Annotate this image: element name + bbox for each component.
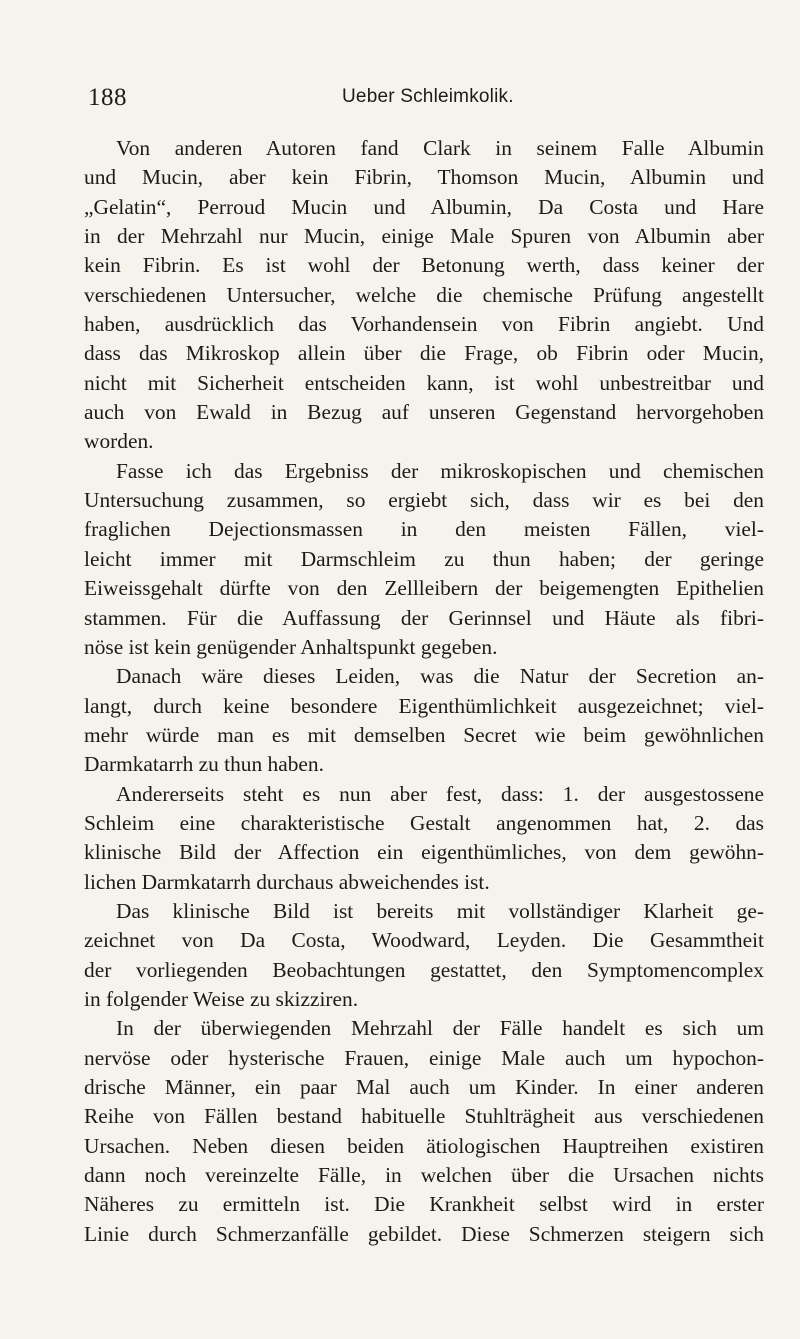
text-line: Reihe von Fällen bestand habituelle Stuhlträgheit aus verschiedenen (84, 1104, 764, 1129)
text-line: Linie durch Schmerzanfälle gebildet. Diese Schmerzen steigern sich (84, 1221, 764, 1246)
text-line: Danach wäre dieses Leiden, was die Natur der Secretion an- (116, 664, 764, 689)
text-line: „Gelatin“, Perroud Mucin und Albumin, Da Costa und Hare (84, 194, 764, 219)
text-line: langt, durch keine besondere Eigenthümlichkeit ausgezeichnet; viel- (84, 693, 764, 718)
text-line: Das klinische Bild ist bereits mit vollständiger Klarheit ge- (116, 898, 764, 923)
text-line: in folgender Weise zu skizziren. (84, 986, 359, 1011)
text-line: leicht immer mit Darmschleim zu thun haben; der geringe (84, 546, 764, 571)
text-line: und Mucin, aber kein Fibrin, Thomson Mucin, Albumin und (84, 165, 764, 190)
text-line: nicht mit Sicherheit entscheiden kann, ist wohl unbestreitbar und (84, 370, 764, 395)
text-line: Andererseits steht es nun aber fest, dass: 1. der ausgestossene (116, 781, 764, 806)
text-line: kein Fibrin. Es ist wohl der Betonung werth, dass keiner der (84, 253, 764, 278)
text-line: Näheres zu ermitteln ist. Die Krankheit selbst wird in erster (84, 1192, 764, 1217)
page-header (82, 78, 762, 118)
text-line: Untersuchung zusammen, so ergiebt sich, dass wir es bei den (84, 488, 764, 513)
text-line: fraglichen Dejectionsmassen in den meisten Fällen, viel- (84, 517, 764, 542)
text-line: Eiweissgehalt dürfte von den Zellleibern der beigemengten Epithelien (84, 576, 764, 601)
text-line: klinische Bild der Affection ein eigenthümliches, von dem gewöhn- (84, 840, 764, 865)
text-line: zeichnet von Da Costa, Woodward, Leyden. Die Gesammtheit (84, 928, 764, 953)
text-line: auch von Ewald in Bezug auf unseren Gegenstand hervorgehoben (84, 400, 764, 425)
text-line: haben, ausdrücklich das Vorhandensein von Fibrin angiebt. Und (84, 312, 764, 337)
text-line: worden. (84, 429, 154, 454)
text-line: mehr würde man es mit demselben Secret wie beim gewöhnlichen (84, 722, 764, 747)
text-line: drische Männer, ein paar Mal auch um Kinder. In einer anderen (84, 1075, 764, 1099)
text-line: lichen Darmkatarrh durchaus abweichendes ist. (84, 869, 490, 894)
body-text (84, 134, 764, 1249)
text-line: nöse ist kein genügender Anhaltspunkt gegeben. (84, 634, 498, 659)
text-line: dann noch vereinzelte Fälle, in welchen über die Ursachen nichts (84, 1163, 764, 1188)
text-line: Darmkatarrh zu thun haben. (84, 752, 324, 777)
text-line: stammen. Für die Auffassung der Gerinnsel und Häute als fibri- (84, 605, 764, 630)
text-line: dass das Mikroskop allein über die Frage, ob Fibrin oder Mucin, (84, 341, 764, 366)
text-line: in der Mehrzahl nur Mucin, einige Male Spuren von Albumin aber (84, 224, 764, 249)
text-line: verschiedenen Untersucher, welche die chemische Prüfung angestellt (84, 282, 764, 307)
running-title: Ueber Schleimkolik. (342, 86, 514, 107)
page-number: 188 (88, 84, 127, 111)
text-line: In der überwiegenden Mehrzahl der Fälle handelt es sich um (116, 1016, 764, 1041)
text-line: Schleim eine charakteristische Gestalt angenommen hat, 2. das (84, 810, 764, 835)
text-line: Fasse ich das Ergebniss der mikroskopischen und chemischen (116, 458, 764, 483)
text-line: Von anderen Autoren fand Clark in seinem Falle Albumin (116, 136, 764, 160)
text-line: nervöse oder hysterische Frauen, einige Male auch um hypochon- (84, 1045, 764, 1070)
text-line: der vorliegenden Beobachtungen gestattet, den Symptomencomplex (84, 957, 764, 982)
text-line: Ursachen. Neben diesen beiden ätiologischen Hauptreihen existiren (84, 1133, 764, 1158)
